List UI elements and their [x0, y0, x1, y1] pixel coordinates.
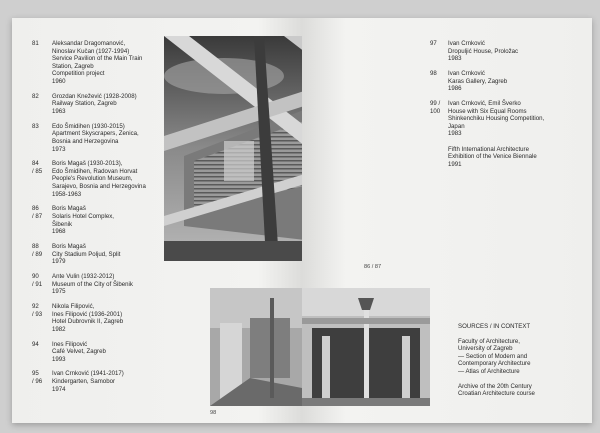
- entry-text: [448, 70, 580, 93]
- entry-number: 88 / 89: [32, 243, 43, 258]
- entry-line: 1983: [448, 55, 462, 63]
- entry-line: Boris Magaš (1930-2013),: [52, 160, 123, 168]
- entry-item: [32, 370, 167, 393]
- entry-text: [52, 40, 167, 86]
- entry-line: 1973: [52, 145, 66, 153]
- entry-line: Bosnia and Herzegovina: [52, 137, 119, 145]
- entry-line: Ninoslav Kučan (1927-1994): [52, 47, 130, 55]
- entry-line: City Stadium Poljud, Split: [52, 250, 121, 258]
- entry-line: Solaris Hotel Complex,: [52, 213, 114, 221]
- entry-line: Exhibition of the Venice Biennale: [448, 153, 537, 161]
- entry-item: [430, 40, 580, 63]
- entry-line: 1986: [448, 85, 462, 93]
- source-item: [458, 338, 588, 376]
- entry-line: Station, Zagreb: [52, 62, 94, 70]
- entry-line: Ivan Crnković: [448, 40, 485, 47]
- entry-line: Ines Filipović: [52, 340, 88, 348]
- entry-line: Boris Magaš: [52, 243, 86, 250]
- entry-line: Dropuljić House, Proložac: [448, 47, 519, 55]
- source-item: [458, 383, 588, 398]
- source-line: University of Zagreb: [458, 345, 513, 353]
- entry-line: 1993: [52, 355, 66, 363]
- entry-line: Apartment Skyscrapers, Zenica,: [52, 130, 139, 138]
- entry-line: Edo Šmidihen, Radovan Horvat: [52, 167, 138, 175]
- entry-text: [52, 341, 167, 364]
- entry-line: Shinkenchiku Housing Competition,: [448, 115, 545, 123]
- entry-number: 95 / 96: [32, 370, 43, 386]
- entry-line: Hotel Dubrovnik II, Zagreb: [52, 318, 124, 326]
- entry-line: 1963: [52, 107, 66, 115]
- entry-line: Nikola Filipović,: [52, 302, 95, 310]
- photo-gallery-entrance: [302, 288, 430, 406]
- source-line: Faculty of Architecture,: [458, 337, 520, 345]
- entry-line: Competition project: [52, 70, 105, 78]
- entry-text: [52, 160, 167, 198]
- entry-number: 98: [430, 69, 437, 77]
- entry-item: [32, 40, 167, 86]
- entry-line: 1960: [52, 77, 66, 85]
- entry-line: 1958-1963: [52, 190, 82, 198]
- entry-line: 1975: [52, 288, 66, 296]
- entry-number: 97: [430, 40, 437, 47]
- entry-number: 84 / 85: [32, 160, 43, 175]
- entry-line: Japan: [448, 122, 465, 130]
- entry-text: [448, 100, 580, 168]
- entry-line: Café Velvet, Zagreb: [52, 348, 106, 356]
- entry-line: Grozdan Knežević (1928-2008): [52, 92, 137, 100]
- entry-line: Edo Šmidihen (1930-2015): [52, 122, 125, 130]
- entry-line: Aleksandar Dragomanović,: [52, 40, 126, 47]
- entry-line: House with Six Equal Rooms: [448, 107, 527, 115]
- entry-text: [52, 303, 167, 333]
- entry-line: 1982: [52, 325, 66, 333]
- entry-item: [430, 100, 580, 168]
- entry-number: 99 / 100: [430, 99, 441, 115]
- entry-line: [448, 138, 580, 146]
- entry-text: [448, 40, 580, 63]
- source-line: — Section of Modern and: [458, 352, 528, 360]
- entry-text: [52, 370, 167, 393]
- entry-line: 1979: [52, 258, 66, 266]
- entry-item: [32, 303, 167, 333]
- entry-item: [430, 70, 580, 93]
- entry-line: Ivan Crnković, Emil Šverko: [448, 99, 521, 107]
- entry-line: Ante Vulin (1932-2012): [52, 272, 115, 280]
- photo-interior: [210, 288, 302, 406]
- entry-number: 94: [32, 340, 39, 348]
- entry-text: [52, 243, 167, 266]
- entry-item: [32, 205, 167, 235]
- entry-text: [52, 123, 167, 153]
- entry-text: [52, 93, 167, 116]
- sources-block: [458, 323, 588, 405]
- entry-line: Fifth International Architecture: [448, 145, 529, 153]
- entry-number: 92 / 93: [32, 302, 43, 318]
- entry-line: People's Revolution Museum,: [52, 175, 133, 183]
- source-line: — Atlas of Architecture: [458, 367, 520, 375]
- entry-number: 81: [32, 40, 39, 47]
- entry-item: [32, 273, 167, 296]
- entry-number: 82: [32, 92, 39, 100]
- entry-line: Šibenik: [52, 220, 72, 228]
- sources-heading: SOURCES / IN CONTEXT: [458, 323, 531, 330]
- entry-line: Ines Filipović (1936-2001): [52, 310, 123, 318]
- entry-number: 90 / 91: [32, 272, 43, 288]
- entry-line: Railway Station, Zagreb: [52, 100, 117, 108]
- source-line: Archive of the 20th Century: [458, 382, 532, 390]
- entry-text: [52, 273, 167, 296]
- right-entry-list: [430, 40, 580, 175]
- entry-text: [52, 205, 167, 235]
- entry-line: 1968: [52, 228, 66, 236]
- entry-line: Museum of the City of Šibenik: [52, 280, 133, 288]
- entry-line: Service Pavilion of the Main Train: [52, 55, 143, 63]
- entry-item: [32, 341, 167, 364]
- entry-line: Boris Magaš: [52, 205, 86, 213]
- entry-line: Sarajevo, Bosnia and Herzegovina: [52, 183, 146, 191]
- source-line: Croatian Architecture course: [458, 390, 535, 398]
- caption-main-photo: 86 / 87: [364, 264, 382, 270]
- left-entry-list: [32, 40, 167, 400]
- entry-item: [32, 243, 167, 266]
- source-line: Contemporary Architecture: [458, 360, 531, 368]
- entry-line: 1991: [448, 160, 462, 168]
- entry-item: [32, 160, 167, 198]
- entry-line: Karas Gallery, Zagreb: [448, 77, 508, 85]
- entry-line: Kindergarten, Samobor: [52, 378, 116, 386]
- caption-small-photo: 98: [210, 410, 217, 416]
- right-page: [302, 18, 592, 423]
- entry-number: 86 / 87: [32, 205, 43, 221]
- entry-item: [32, 93, 167, 116]
- entry-line: 1974: [52, 385, 66, 393]
- entry-line: 1983: [448, 130, 462, 138]
- entry-line: Ivan Crnković: [448, 69, 485, 77]
- entry-line: Ivan Crnković (1941-2017): [52, 370, 124, 378]
- open-book: [12, 18, 592, 423]
- entry-item: [32, 123, 167, 153]
- left-page: [12, 18, 302, 423]
- entry-number: 83: [32, 122, 39, 130]
